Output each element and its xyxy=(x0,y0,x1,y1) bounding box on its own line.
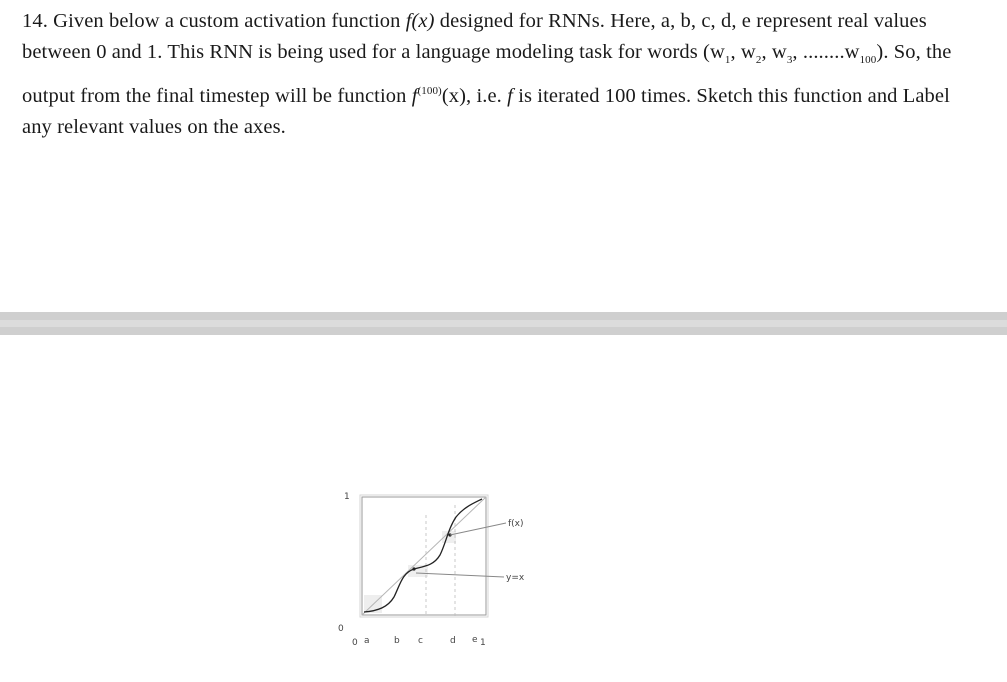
x-tick-e: e xyxy=(472,635,478,645)
fx-label: f(x) xyxy=(508,519,524,529)
x-tick-d: d xyxy=(450,636,456,646)
x-tick-c: c xyxy=(418,636,423,646)
x-tick-a: a xyxy=(364,636,370,646)
fx-leader xyxy=(450,523,506,535)
fixed-point-1 xyxy=(412,567,415,570)
x-tick-b: b xyxy=(394,636,400,646)
x-tick-1: 1 xyxy=(480,638,486,648)
y-zero-label: 0 xyxy=(338,624,344,634)
identity-line xyxy=(362,497,486,615)
section-divider xyxy=(0,312,1007,335)
question-number: 14. xyxy=(22,10,48,32)
function-symbol: f(x) xyxy=(405,10,435,32)
yx-label: y=x xyxy=(506,573,525,583)
x-tick-0: 0 xyxy=(352,638,358,648)
function-plot xyxy=(330,485,550,655)
activation-function-figure xyxy=(330,485,550,655)
y-top-label: 1 xyxy=(344,492,350,502)
question-text: 14. Given below a custom activation function f(x) designed for RNNs. Here, a, b, c, d, e represent real values between 0 and 1. This RNN is being used for a language modeling task for words ($w_1$, $w_2$, $w_3$, $........w_{100}$). So, the output from the final timestep will be function $f^{(100)}(x)$, i.e. f is iterated 100 times. Sketch this function and Label any relevant values on the axes. xyxy=(22,10,952,138)
yx-leader xyxy=(416,573,504,577)
